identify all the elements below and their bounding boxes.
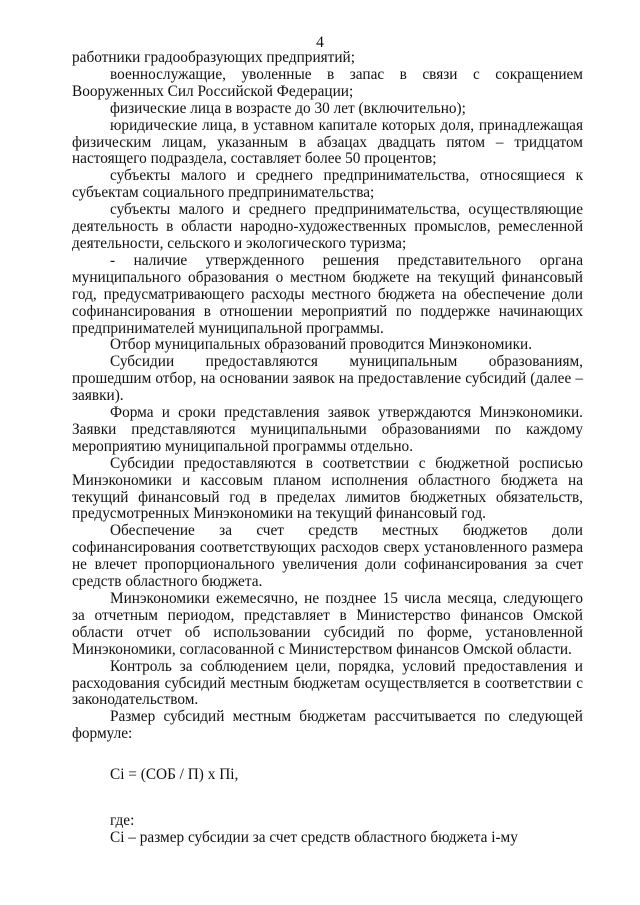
paragraph: Отбор муниципальных образований проводится Минэкономики. <box>110 336 533 354</box>
formula: Ci = (СОБ / П) x Пi, <box>110 766 239 784</box>
paragraph: субъекты малого и среднего предпринимательства, осуществляющие деятельность в области народно-художественных промыслов, ремесленной деятельности, сельского и экологического туризма; <box>72 201 583 252</box>
paragraph: Обеспечение за счет средств местных бюджетов доли софинансирования соответствующих расходов сверх установленного размера не влечет пропорционального увеличения доли софинансирования за счет средств областного бюджета. <box>72 522 583 591</box>
paragraph: физические лица в возрасте до 30 лет (включительно); <box>110 99 466 117</box>
paragraph: военнослужащие, уволенные в запас в связи с сокращением Вооруженных Сил Российской Федерации; <box>72 65 583 100</box>
paragraph: Контроль за соблюдением цели, порядка, условий предоставления и расходования субсидий местным бюджетам осуществляется в соответствии с законодательством. <box>72 657 583 709</box>
where-label: где: <box>110 812 135 830</box>
paragraph: работники градообразующих предприятий; <box>72 49 355 66</box>
formula-definition: Ci – размер субсидии за счет средств областного бюджета i-му <box>110 828 518 846</box>
paragraph: юридические лица, в уставном капитале которых доля, принадлежащая физическим лицам, указанным в абзацах двадцать пятом – тридцатом настоящего подраздела, составляет более 50 процентов; <box>72 116 583 168</box>
paragraph: Размер субсидий местным бюджетам рассчитывается по следующей формуле: <box>72 708 583 743</box>
spacer <box>72 743 583 767</box>
spacer <box>72 784 583 813</box>
paragraph: Субсидии предоставляются муниципальным образованиям, прошедшим отбор, на основании заявок на предоставление субсидий (далее – заявки). <box>72 353 583 405</box>
paragraph: Минэкономики ежемесячно, не позднее 15 числа месяца, следующего за отчетным периодом, представляет в Министерство финансов Омской области отчет об использовании субсидий по форме, установленной Минэкономики, согласованной с Министерством финансов Омской области. <box>72 590 583 658</box>
page-number: 4 <box>316 34 324 51</box>
document-body <box>72 50 583 847</box>
paragraph: Субсидии предоставляются в соответствии с бюджетной росписью Минэкономики и кассовым планом исполнения областного бюджета на текущий финансовый год в пределах лимитов бюджетных обязательств, предусмотренных Минэкономики на текущий финансовый год. <box>72 454 583 523</box>
paragraph: субъекты малого и среднего предпринимательства, относящиеся к субъектам социального предпринимательства; <box>72 167 583 202</box>
paragraph: - наличие утвержденного решения представительного органа муниципального образования о местном бюджете на текущий финансовый год, предусматривающего расходы местного бюджета на обеспечение доли софинансирования в отношении мероприятий по поддержке начинающих предпринимателей муниципальной программы. <box>72 251 583 337</box>
paragraph: Форма и сроки представления заявок утверждаются Минэкономики. Заявки представляются муниципальными образованиями по каждому мероприятию муниципальной программы отдельно. <box>72 404 583 455</box>
